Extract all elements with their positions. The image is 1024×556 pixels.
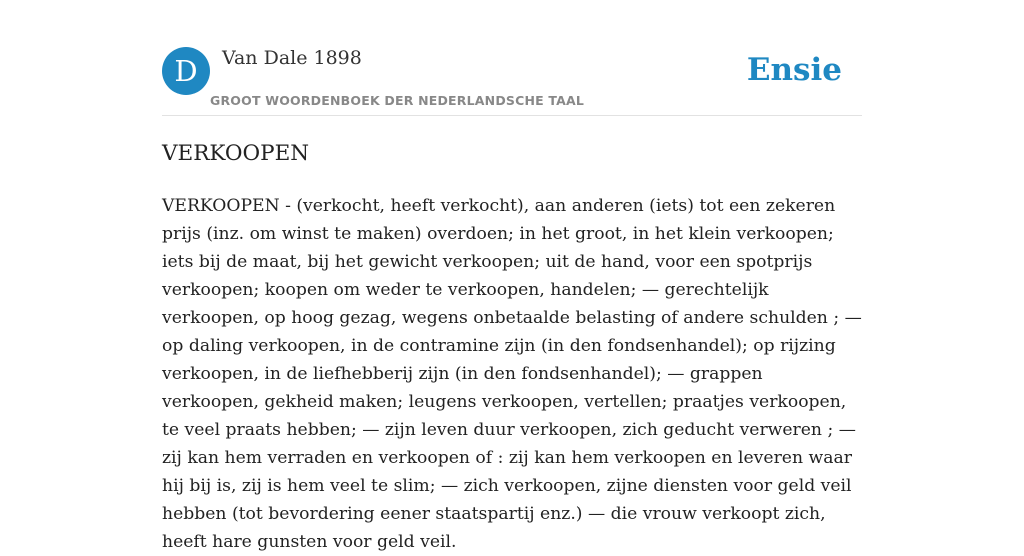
source-subtitle: GROOT WOORDENBOEK DER NEDERLANDSCHE TAAL [210,93,585,108]
source-title-link[interactable]: Van Dale 1898 [222,47,362,69]
ensie-logo[interactable]: Ensie [746,52,842,88]
source-header [162,46,862,116]
source-avatar[interactable]: D [162,47,210,95]
entry-definition: VERKOOPEN - (verkocht, heeft verkocht), aan anderen (iets) tot een zekeren prijs (inz. om winst te maken) overdoen; in het groot, in het klein verkoopen; iets bij de maat, bij het gewicht verkoopen; uit de hand, voor een spotprijs verkoopen; koopen om weder te verkoopen, handelen; — gerechtelijk verkoopen, op hoog gezag, wegens onbetaalde belasting of andere schulden ; — op daling verkoopen, in de contramine zijn (in den fondsenhandel); op rijzing verkoopen, in de liefhebberij zijn (in den fondsenhandel); — grappen verkoopen, gekheid maken; leugens verkoopen, vertellen; praatjes verkoopen, te veel praats hebben; — zijn leven duur verkoopen, zich geducht verweren ; — zij kan hem verraden en verkoopen of : zij kan hem verkoopen en leveren waar hij bij is, zij is hem veel te slim; — zich verkoopen, zijne diensten voor geld veil hebben (tot bevordering eener staatspartij enz.) — die vrouw verkoopt zich, heeft hare gunsten voor geld veil. [162,196,862,552]
entry-headword: VERKOOPEN [162,141,310,166]
header-divider [162,115,862,116]
